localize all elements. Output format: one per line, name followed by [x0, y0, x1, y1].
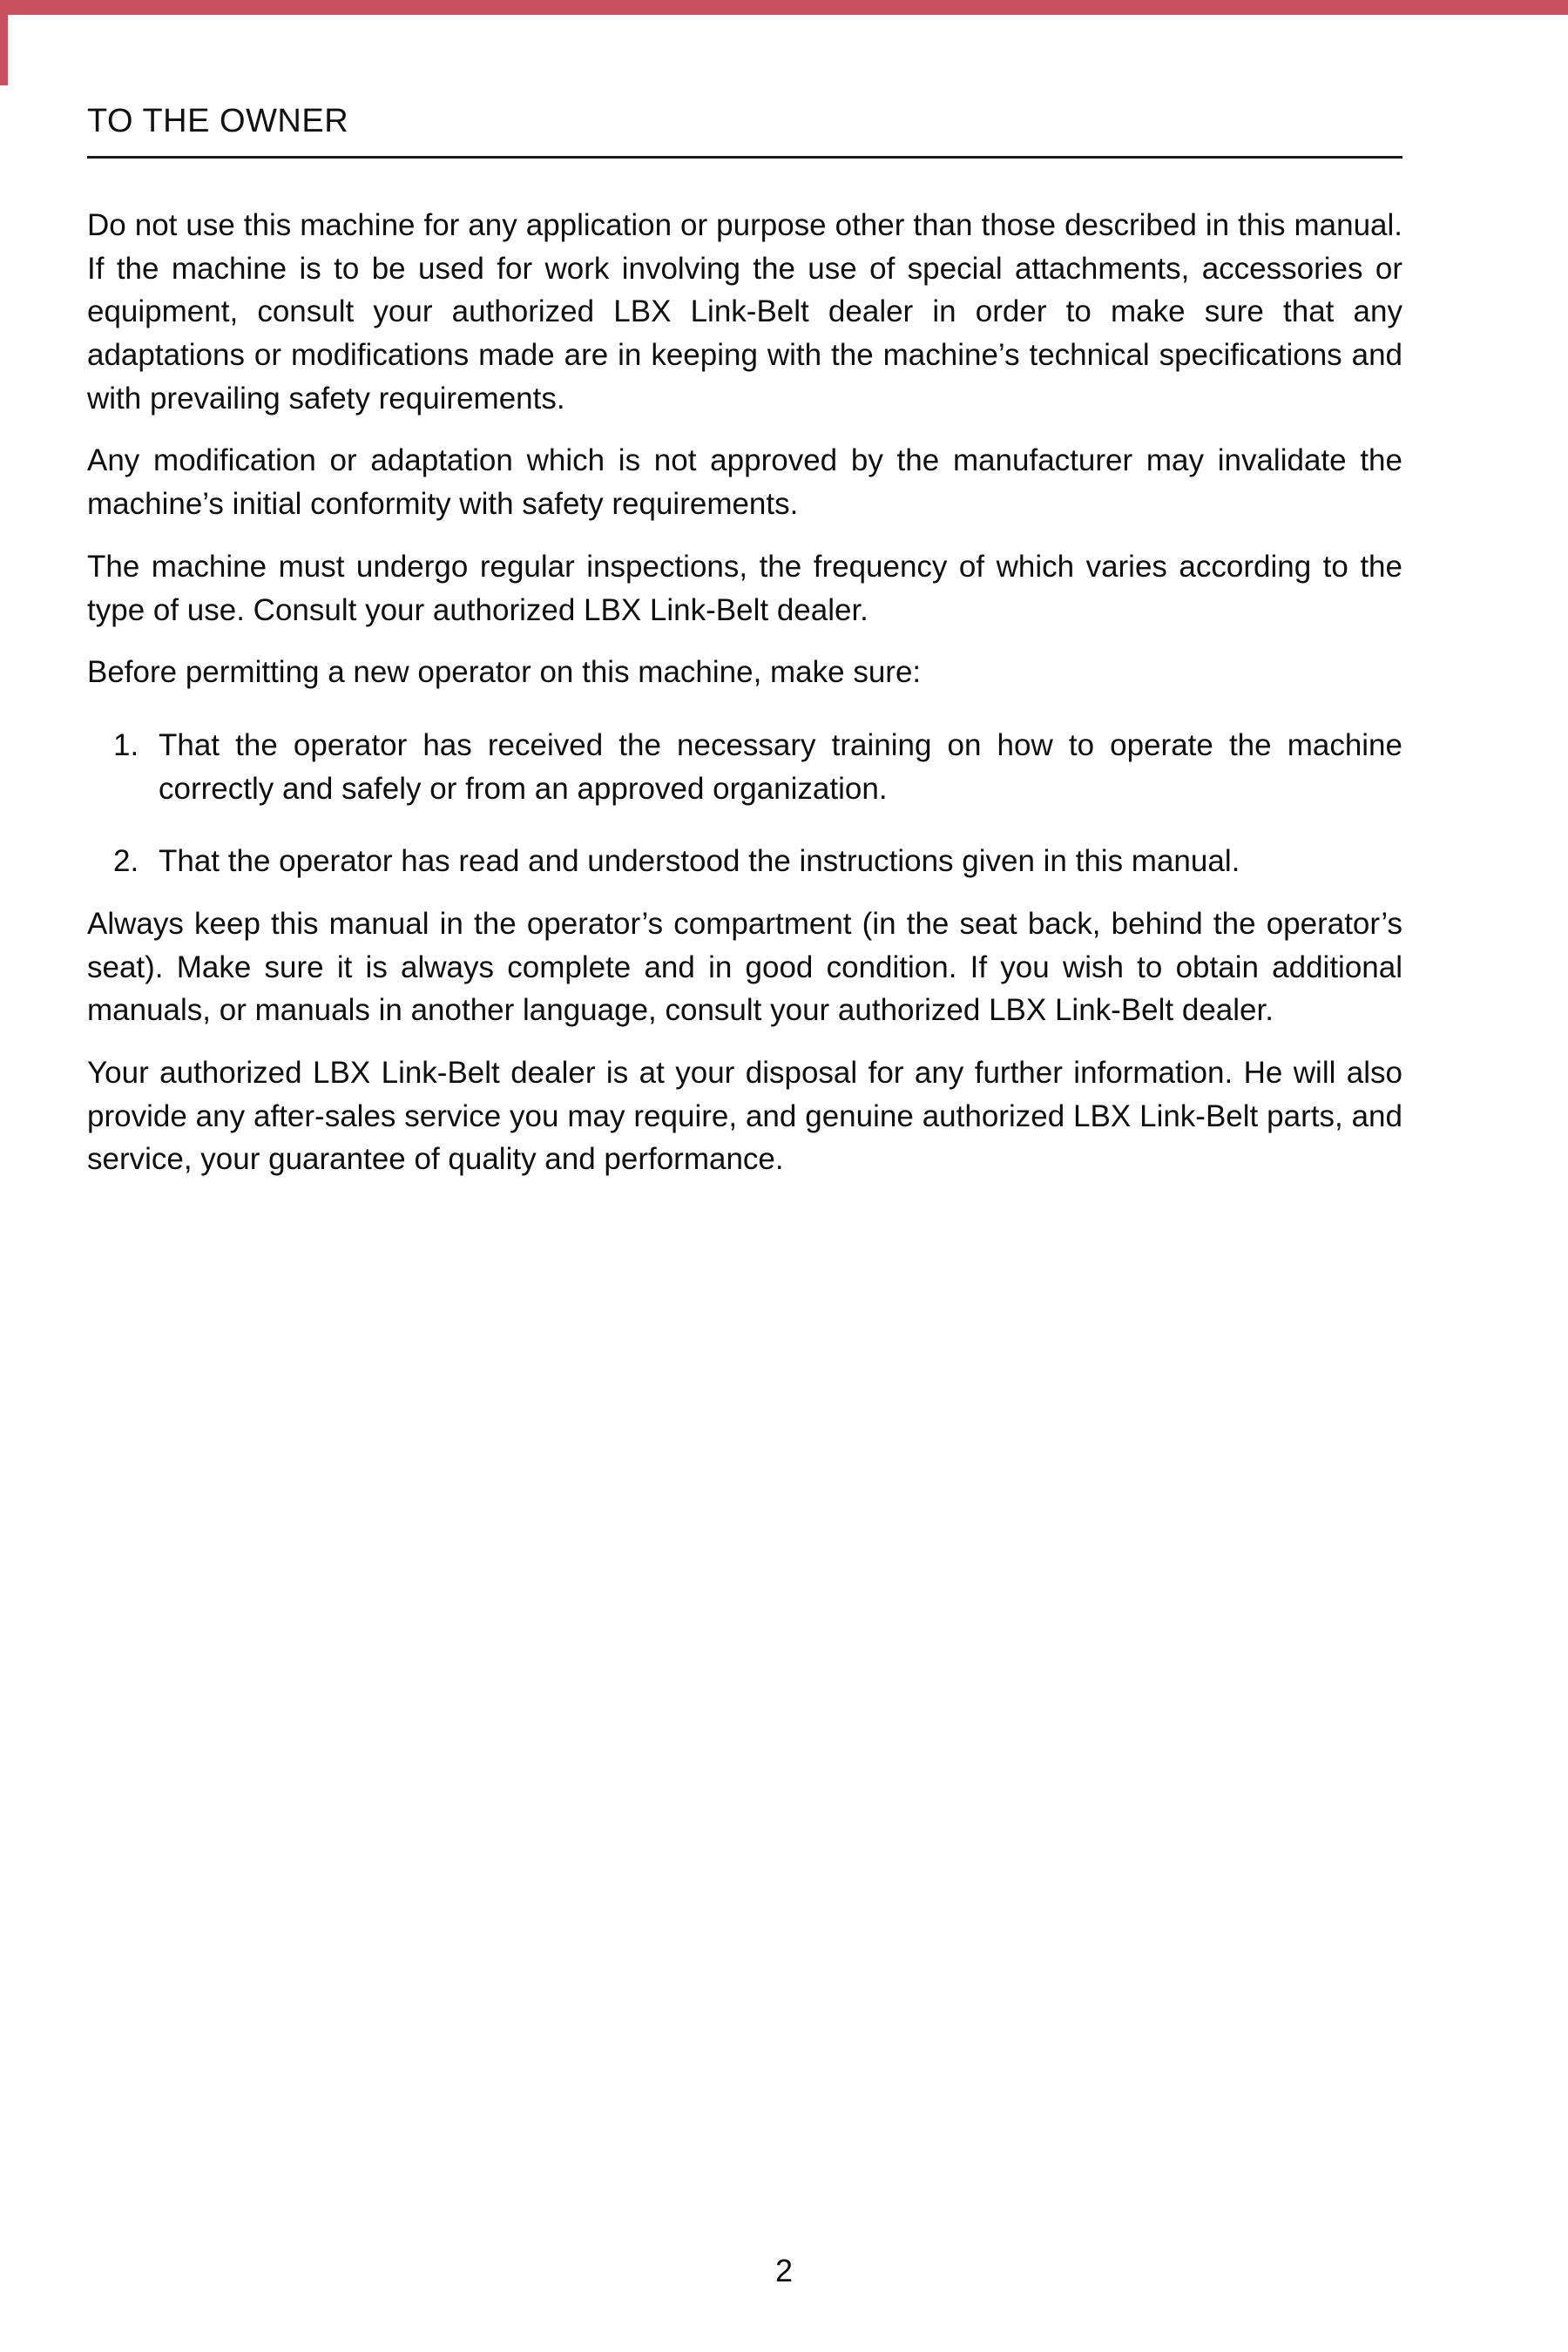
page-number: 2	[774, 2253, 794, 2288]
page-title: TO THE OWNER	[87, 103, 349, 139]
body-text	[87, 204, 1402, 1181]
paragraph: Always keep this manual in the operator’s compartment (in the seat back, behind the operator’s seat). Make sure it is always complete and in good condition. If you wish to obtain additional manuals, or manuals in another language, consult your authorized LBX Link-Belt dealer.	[87, 906, 1402, 1028]
left-red-mark	[0, 0, 8, 85]
list-number: 2.	[113, 844, 139, 879]
list-number: 1.	[113, 727, 139, 762]
page-content	[87, 103, 1402, 1181]
paragraph: Your authorized LBX Link-Belt dealer is at your disposal for any further information. He will also provide any after-sales service you may require, and genuine authorized LBX Link-Belt parts, and service, your guarantee of quality and performance.	[87, 1056, 1402, 1177]
list-item-text: That the operator has received the necessary training on how to operate the machine correctly and safely or from an approved organization.	[159, 727, 1402, 806]
top-red-border	[0, 0, 1568, 15]
paragraph: Any modification or adaptation which is not approved by the manufacturer may invalidate the machine’s initial conformity with safety requirements.	[87, 443, 1402, 522]
paragraph: The machine must undergo regular inspections, the frequency of which varies according to the type of use. Consult your authorized LBX Link-Belt dealer.	[87, 549, 1402, 627]
list-item	[113, 840, 1402, 883]
paragraph: Do not use this machine for any application or purpose other than those described in this manual. If the machine is to be used for work involving the use of special attachments, accessories or equipment, consult your authorized LBX Link-Belt dealer in order to make sure that any adaptations or modifications made are in keeping with the machine’s technical specifications and with prevailing safety requirements.	[87, 208, 1402, 416]
paragraph: Before permitting a new operator on this machine, make sure:	[87, 655, 922, 690]
header-rule	[87, 156, 1402, 159]
list-item	[113, 724, 1402, 810]
list-item-text: That the operator has read and understood the instructions given in this manual.	[159, 844, 1240, 879]
